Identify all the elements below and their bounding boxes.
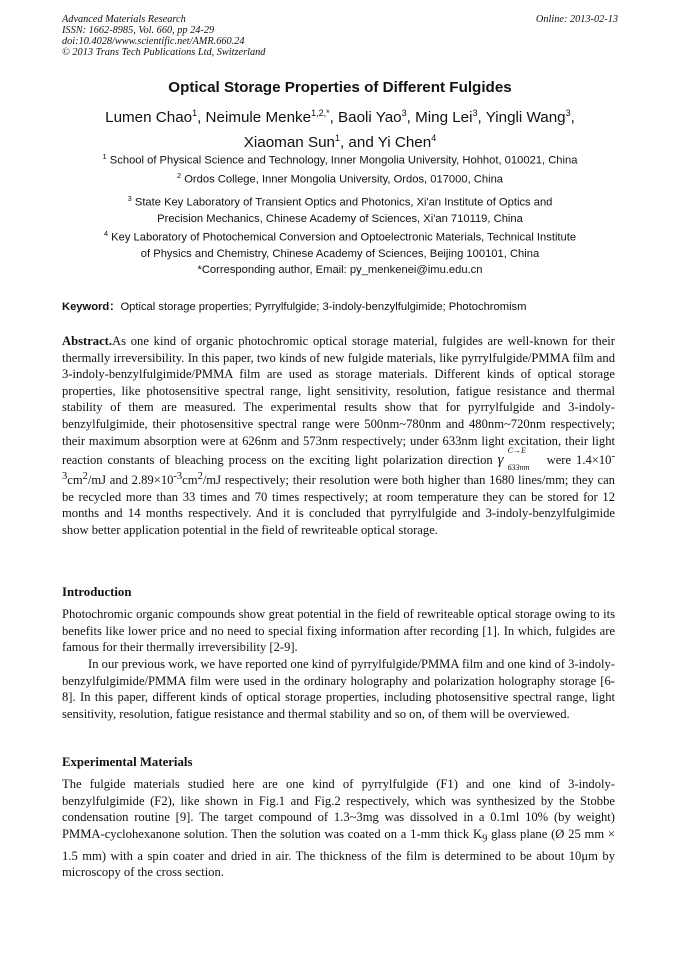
affiliation-number: 3 — [127, 194, 132, 203]
abstract-text: were 1.4×10 — [546, 453, 612, 468]
affiliation-text: School of Physical Science and Technology, Inner Mongolia University, Hohhot, 010021, China — [109, 154, 578, 167]
gamma-superscript: C→E — [507, 446, 526, 456]
affiliation-text: of Physics and Chemistry, Chinese Academy of Sciences, Beijing 100101, China — [140, 247, 540, 260]
keyword-label: Keyword： — [62, 301, 121, 313]
author-affiliation-mark: 1 — [334, 133, 340, 144]
exponent: 2 — [82, 470, 88, 482]
author-name: Xiaoman Sun — [243, 134, 335, 152]
author-name: , Baoli Yao — [329, 109, 402, 127]
abstract-text: As one kind of organic photochromic optical storage material, fulgides are well-known for their thermally irreversibility. In this paper, two kinds of new fulgide materials, like pyrrylfulgide/PMMA film and 3-indoly-benzylfulgimide/PMMA film are used as storage materials. Different kinds of optical storage properties, like photosensitive spectral range, light sensitivity, resolution, fatigue resistance and thermal stability of them are measured. The experimental results show that for pyrrylfulgide and 3-indoly-benzylfulgimide, their photosensitive spectral range were 500nm~780nm and 480nm~720nm respectively; their maximum absorption were at 626nm and 573nm respectively; under 633nm light excitation, their light reaction constants of bleaching process on the exciting light polarization direction — [62, 334, 615, 468]
affiliation-2 — [62, 168, 618, 188]
abstract — [62, 333, 615, 539]
introduction-paragraph-2: In our previous work, we have reported one kind of pyrrylfulgide/PMMA film and one kind of 3-indoly-benzylfulgimide/PMMA film were used in the ordinary holography and polarization holography storage [6-8]. In this paper, different kinds of optical storage properties, including photosensitive spectral range, light sensitivity, resolution, fatigue resistance and thermal stability and so on, of them will be overviewed. — [62, 657, 615, 721]
author-affiliation-mark: 1,2,* — [311, 108, 330, 118]
author-affiliation-mark: 1 — [192, 108, 198, 118]
exponent: -3 — [173, 470, 183, 482]
affiliation-text: Precision Mechanics, Chinese Academy of Sciences, Xi'an 710119, China — [157, 212, 523, 225]
keyword-text: Optical storage properties; Pyrrylfulgide; 3-indoly-benzylfulgimide; Photochromism — [120, 301, 527, 313]
author-name: , Ming Lei — [406, 109, 473, 127]
exponent: -3 — [62, 451, 615, 482]
exponent: 2 — [197, 470, 203, 482]
experimental-text: glass plane (Ø 25 mm × 1.5 mm) with a spin coater and dried in air. The thickness of the film is determined to be about 10μm by microscopy of the cross section. — [62, 826, 615, 880]
abstract-text: cm — [67, 473, 83, 488]
author-name: Lumen Chao — [105, 109, 193, 127]
gamma-symbol — [497, 446, 542, 473]
copyright-line: © 2013 Trans Tech Publications Ltd, Switzerland — [62, 47, 266, 58]
affiliation-4 — [62, 226, 618, 262]
journal-name: Advanced Materials Research — [62, 14, 186, 25]
abstract-text: /mJ and 2.89×10 — [87, 473, 174, 488]
author-affiliation-mark: 3 — [401, 108, 407, 118]
author-affiliation-mark: 3 — [472, 108, 478, 118]
abstract-text: /mJ respectively; their resolution were both higher than 1680 lines/mm; they can be recycled more than 33 times and 70 times respectively; at room temperature they can be stored for 12 months and 14 months respectively. And it is concluded that pyrrylfulgide and 3-indoly-benzylfulgimide show better application potential in the field of rewriteable optical storage. — [62, 473, 615, 537]
introduction-paragraph-1: Photochromic organic compounds show great potential in the field of rewriteable optical storage owing to its benefits like lower price and no need to special fixing information after recording [1]. In which, fulgides are famous for their thermally irreversibility [2-9]. — [62, 607, 615, 655]
online-date: Online: 2013-02-13 — [535, 14, 618, 25]
corresponding-author: *Corresponding author, Email: py_menkenei@imu.edu.cn — [197, 264, 483, 276]
paper-title: Optical Storage Properties of Different Fulgides — [168, 79, 512, 96]
experimental-heading: Experimental Materials — [62, 755, 193, 769]
introduction-heading: Introduction — [62, 585, 132, 599]
affiliation-1 — [62, 149, 618, 169]
affiliation-number: 4 — [103, 229, 109, 238]
author-name: , Neimule Menke — [197, 109, 312, 127]
author-affiliation-mark: 4 — [431, 133, 437, 144]
affiliation-text: State Key Laboratory of Transient Optics and Photonics, Xi'an Institute of Optics and — [134, 196, 553, 209]
abstract-text: cm — [182, 473, 198, 488]
experimental-text: The fulgide materials studied here are one kind of pyrrylfulgide (F1) and one kind of 3-indoly-benzylfulgimide (F2), like shown in Fig.1 and Fig.2 respectively, which was synthesized by the Stobbe condensation routine [9]. The target compound of 1.3~3mg was dissolved in a 0.1ml 10% (by weight) PMMA-cyclohexanone solution. Then the solution was coated on a 1-mm thick K — [62, 777, 615, 841]
gamma-letter: γ — [497, 452, 504, 469]
affiliation-number: 2 — [176, 171, 182, 180]
subscript: 9 — [482, 833, 488, 845]
keywords — [62, 298, 618, 314]
doi-line: doi:10.4028/www.scientific.net/AMR.660.24 — [62, 36, 245, 47]
affiliation-number: 1 — [102, 152, 107, 161]
journal-header — [62, 14, 618, 58]
experimental-paragraph-1 — [62, 776, 615, 881]
author-name: , Yingli Wang — [477, 109, 566, 127]
author-list — [62, 103, 618, 153]
author-name: , and Yi Chen — [339, 134, 432, 152]
author-separator: , — [570, 109, 575, 127]
gamma-subscript: 633nm — [507, 463, 530, 473]
abstract-label: Abstract. — [62, 334, 113, 348]
author-affiliation-mark: 3 — [565, 108, 571, 118]
affiliation-3 — [62, 191, 618, 227]
issn-line: ISSN: 1662-8985, Vol. 660, pp 24-29 — [62, 25, 215, 36]
affiliation-text: Ordos College, Inner Mongolia University, Ordos, 017000, China — [184, 173, 504, 186]
affiliation-text: Key Laboratory of Photochemical Conversion and Optoelectronic Materials, Technical Institute — [111, 231, 577, 244]
